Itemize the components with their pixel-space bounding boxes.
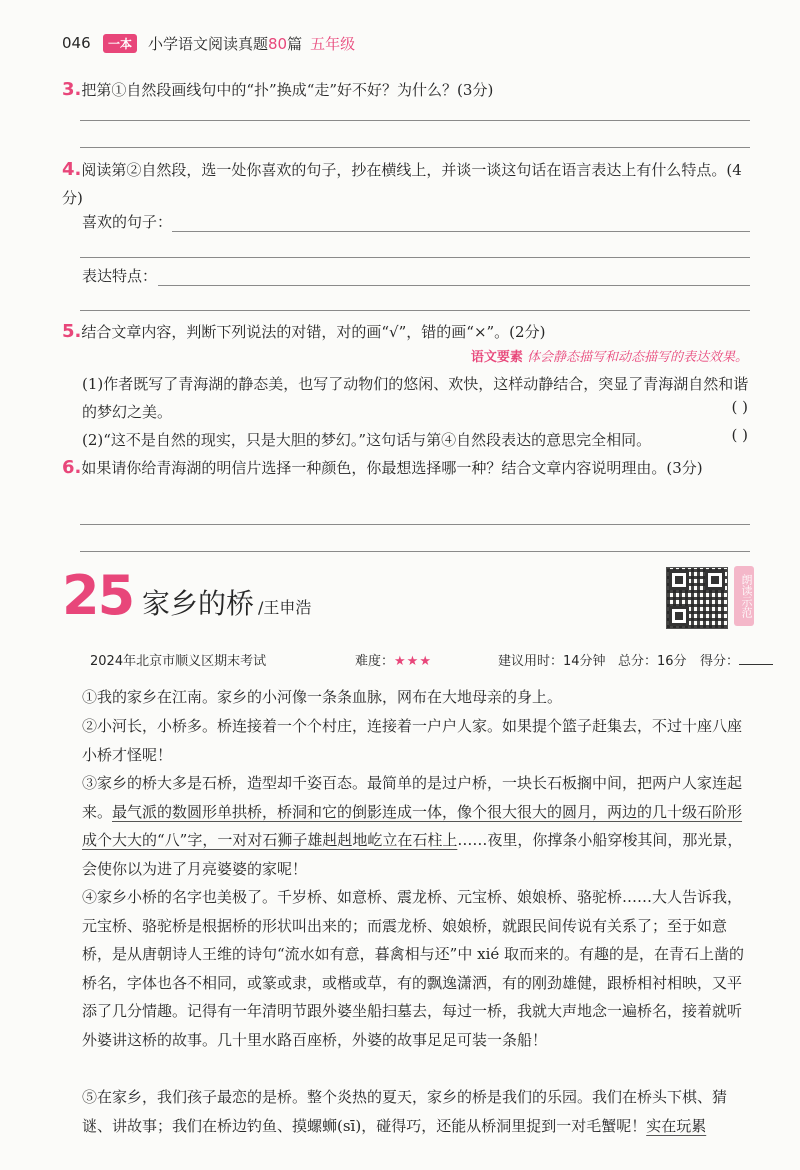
paragraph-3-end: ……夜里，你撑条小船穿梭其间，那光景，会使你以为进了月亮婆婆的家呢！	[82, 831, 743, 878]
judge-answer-1[interactable]: ( )	[731, 398, 748, 416]
page-number: 046	[62, 34, 91, 52]
paragraph-3-intro: ③家乡的桥大多是石桥，造型却千姿百态。最简单的是过户桥，一块长石板搁中间，把两户人家连起来。	[82, 774, 743, 821]
question-4	[62, 156, 752, 212]
suggested-time: 建议用时：14分钟	[498, 654, 606, 669]
passage-author: /王申浩	[258, 598, 312, 617]
answer-line[interactable]	[80, 257, 750, 258]
exam-source: 2024年北京市顺义区期末考试	[90, 654, 267, 669]
paragraph-1: ①我的家乡在江南。家乡的小河像一条条血脉，网布在大地母亲的身上。	[82, 688, 563, 706]
passage-title	[142, 582, 311, 622]
answer-line[interactable]	[80, 120, 750, 121]
question-number: 3.	[62, 79, 82, 100]
question-number: 4.	[62, 159, 82, 180]
judge-answer-2[interactable]: ( )	[731, 426, 748, 444]
total-score: 总分：16分	[618, 654, 687, 669]
skill-tag	[471, 346, 748, 365]
underlined-sentence: 最气派的数圆形单拱桥，桥洞和它的倒影连成一体，像个很大很大的圆月，两边的几十级石阶形成个大大的“八”字，一对对石狮子雄赳赳地屹立在石柱上	[82, 802, 743, 850]
answer-line[interactable]	[158, 285, 750, 286]
question-6	[62, 454, 752, 482]
skill-tag-label: 语文要素	[470, 350, 523, 365]
question-number: 5.	[62, 321, 82, 342]
book-title-number: 80	[268, 35, 288, 53]
answer-line[interactable]	[80, 310, 750, 311]
paragraph-5	[82, 1083, 754, 1140]
paragraph-3	[82, 769, 754, 883]
score-blank[interactable]	[739, 652, 773, 665]
answer-line[interactable]	[80, 524, 750, 525]
judge-item-1: (1)作者既写了青海湖的静态美，也写了动物们的悠闲、欢快，这样动静结合，突显了青海湖自然和谐的梦幻之美。	[82, 375, 749, 421]
question-5	[62, 318, 752, 346]
question-text: 结合文章内容，判断下列说法的对错，对的画“√”，错的画“×”。(2分)	[81, 323, 546, 341]
paragraph-4: ④家乡小桥的名字也美极了。千岁桥、如意桥、震龙桥、元宝桥、娘娘桥、骆驼桥……大人告诉我，元宝桥、骆驼桥是根据桥的形状叫出来的；而震龙桥、娘娘桥，就跟民间传说有关系了；至于如意桥，是从唐朝诗人王维的诗句“流水如有意，暮禽相与还”中 xié 取而来的。有趣的是，在青石上凿的桥名，字体也各不相同，或篆或隶，或楷或草，有的飘逸潇洒，有的刚劲雄健，跟桥相衬相映，又平添了几分情趣。记得有一年清明节跟外婆坐船扫墓去，每过一桥，我就大声地念一遍桥名，接着就听外婆讲这桥的故事。几十里水路百座桥，外婆的故事足足可装一条船！	[82, 888, 745, 1049]
difficulty	[355, 650, 432, 669]
qr-code-icon[interactable]	[666, 567, 728, 629]
book-title-suffix: 篇	[287, 35, 303, 53]
score-field[interactable]	[700, 650, 773, 669]
question-text: 如果请你给青海湖的明信片选择一种颜色，你最想选择哪一种？结合文章内容说明理由。(3分)	[81, 459, 703, 477]
paragraph-5-text: ⑤在家乡，我们孩子最恋的是桥。整个炎热的夏天，家乡的桥是我们的乐园。我们在桥头下棋、猜谜、讲故事；我们在桥边钓鱼、摸螺蛳(sī)，碰得巧，还能从桥洞里捉到一对毛蟹呢！	[82, 1088, 728, 1135]
paragraph-2: ②小河长，小桥多。桥连接着一个个村庄，连接着一户户人家。如果提个篮子赶集去，不过十座八座小桥才怪呢！	[82, 717, 743, 764]
passage-title-text: 家乡的桥	[142, 587, 255, 620]
answer-line[interactable]	[80, 551, 750, 552]
question-text: 阅读第②自然段，选一处你喜欢的句子，抄在横线上，并谈一谈这句话在语言表达上有什么特点。(4分)	[62, 161, 742, 207]
book-title	[148, 33, 355, 54]
favorite-sentence-label: 喜欢的句子：	[82, 213, 173, 231]
question-number: 6.	[62, 457, 82, 478]
skill-tag-text: 体会静态描写和动态描写的表达效果。	[526, 350, 748, 365]
answer-line[interactable]	[172, 231, 750, 232]
judge-item-2: (2)“这不是自然的现实，只是大胆的梦幻。”这句话与第④自然段表达的意思完全相同。	[82, 431, 652, 449]
grade-label: 五年级	[310, 35, 356, 53]
question-text: 把第①自然段画线句中的“扑”换成“走”好不好？为什么？(3分)	[81, 81, 494, 99]
reading-demo-tab[interactable]: 朗读示范	[734, 566, 754, 626]
question-3	[62, 76, 752, 104]
brand-logo: 一本	[103, 34, 137, 53]
expression-feature-label: 表达特点：	[82, 267, 158, 285]
difficulty-label: 难度：	[355, 654, 395, 669]
answer-line[interactable]	[80, 147, 750, 148]
book-title-text: 小学语文阅读真题	[148, 35, 269, 53]
score-label: 得分：	[700, 654, 740, 669]
underlined-phrase: 实在玩累	[646, 1116, 707, 1135]
passage-number: 25	[62, 564, 134, 627]
difficulty-stars-icon: ★★★	[394, 654, 432, 669]
